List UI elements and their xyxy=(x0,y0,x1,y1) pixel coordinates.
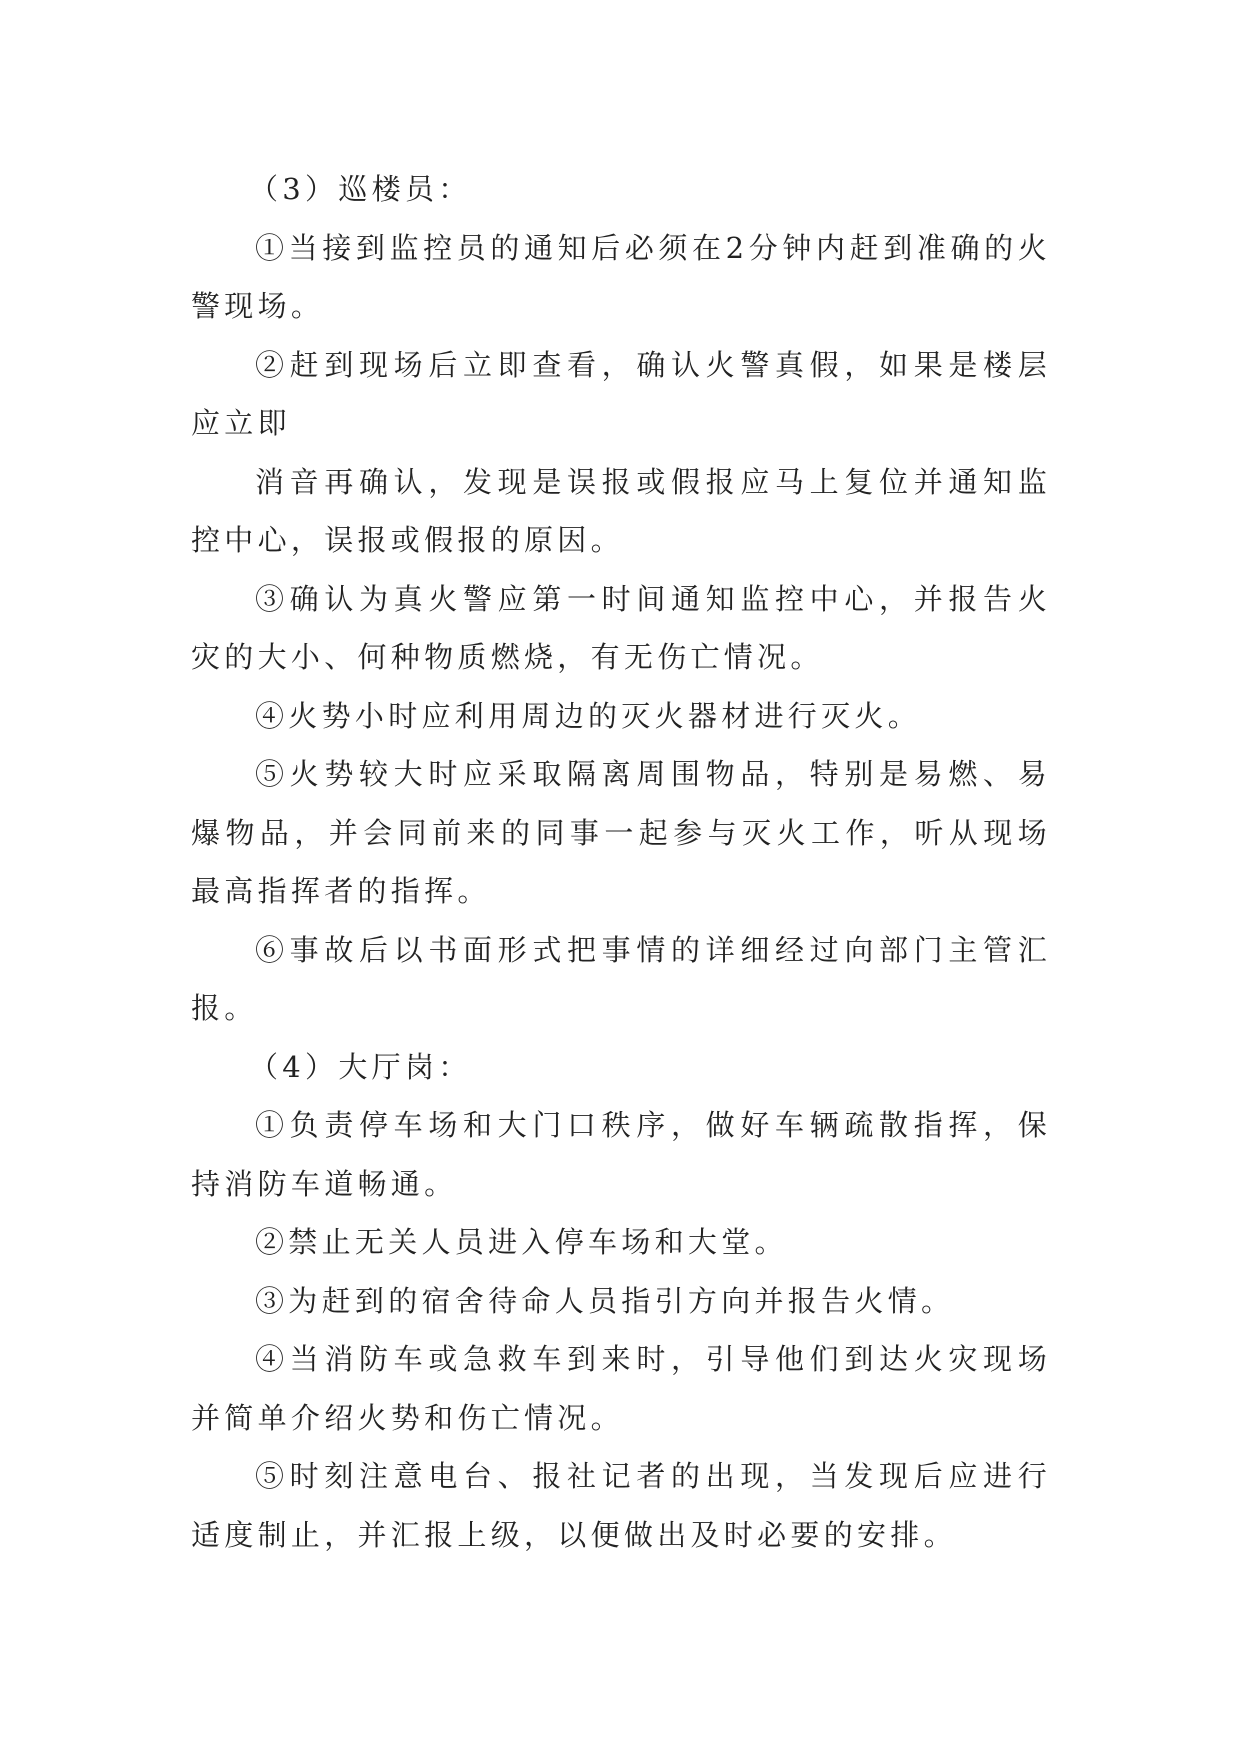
document-body xyxy=(191,160,1051,1564)
patrol-item-6: ⑥事故后以书面形式把事情的详细经过向部门主管汇报。 xyxy=(191,932,1051,1025)
patrol-item-2-continued: 消音再确认，发现是误报或假报应马上复位并通知监控中心，误报或假报的原因。 xyxy=(191,464,1051,557)
patrol-item-4: ④火势小时应利用周边的灭火器材进行灭火。 xyxy=(255,698,922,733)
lobby-item-4: ④当消防车或急救车到来时，引导他们到达火灾现场并简单介绍火势和伤亡情况。 xyxy=(191,1342,1051,1435)
patrol-item-2: ②赶到现场后立即查看，确认火警真假，如果是楼层应立即 xyxy=(191,347,1051,440)
patrol-item-1: ①当接到监控员的通知后必须在2分钟内赶到准确的火警现场。 xyxy=(191,230,1051,323)
lobby-item-2: ②禁止无关人员进入停车场和大堂。 xyxy=(255,1225,788,1259)
section-heading-lobby-post: （4）大厅岗： xyxy=(249,1049,472,1084)
lobby-item-1: ①负责停车场和大门口秩序，做好车辆疏散指挥，保持消防车道畅通。 xyxy=(191,1108,1051,1201)
patrol-item-3: ③确认为真火警应第一时间通知监控中心，并报告火灾的大小、何种物质燃烧，有无伤亡情况。 xyxy=(191,581,1051,674)
lobby-item-3: ③为赶到的宿舍待命人员指引方向并报告火情。 xyxy=(255,1283,955,1318)
patrol-item-5: ⑤火势较大时应采取隔离周围物品，特别是易燃、易爆物品，并会同前来的同事一起参与灭火工作，听从现场最高指挥者的指挥。 xyxy=(191,757,1051,908)
section-heading-floor-patrol: （3）巡楼员： xyxy=(249,172,472,206)
lobby-item-5: ⑤时刻注意电台、报社记者的出现，当发现后应进行适度制止，并汇报上级，以便做出及时必要的安排。 xyxy=(191,1459,1051,1552)
